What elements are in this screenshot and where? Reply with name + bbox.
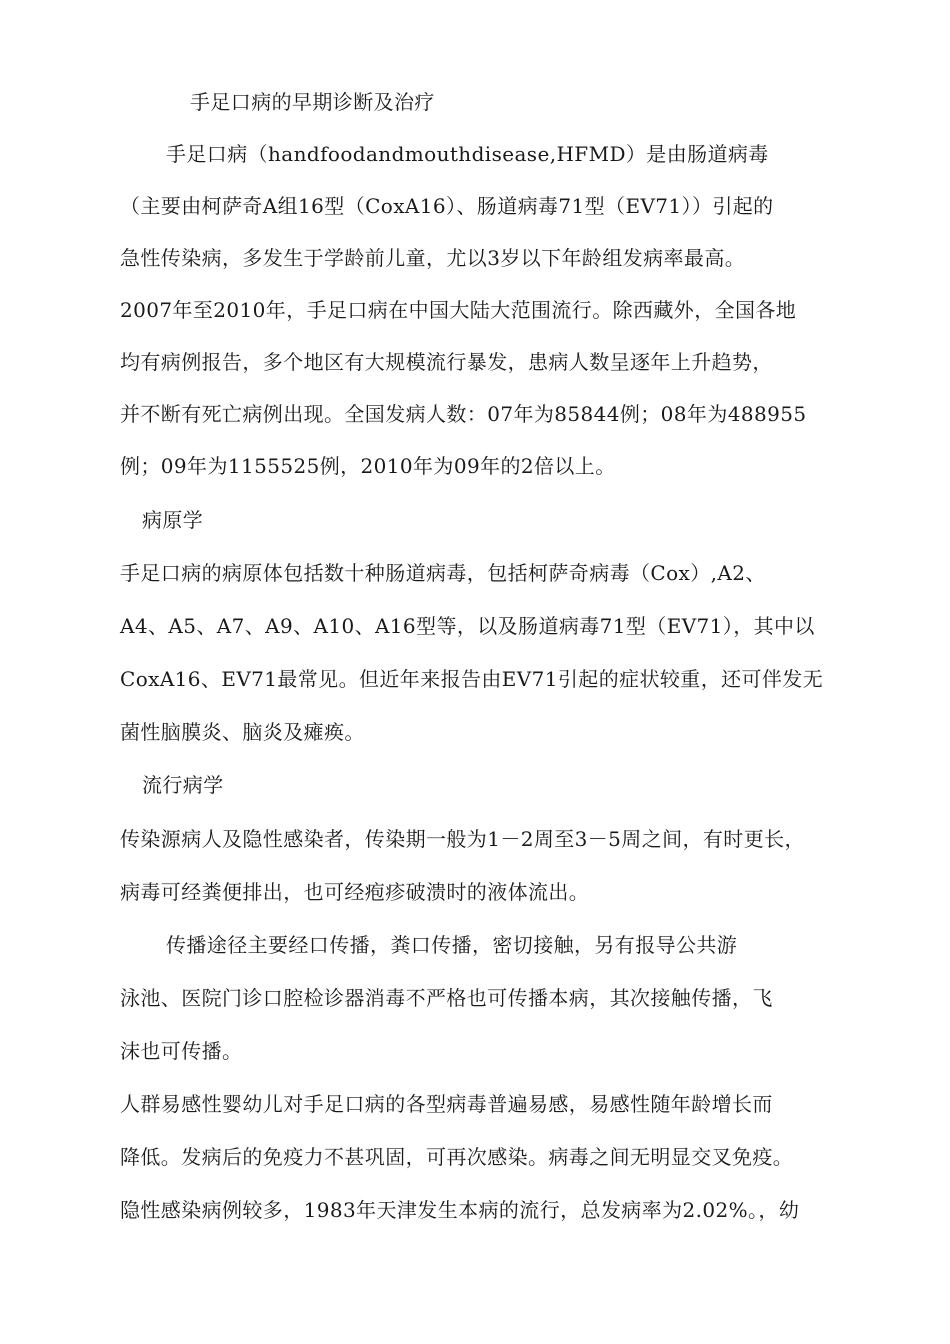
pathogen-line-2: A4、A5、A7、A9、A10、A16型等，以及肠道病毒71型（EV71），其中以 [120, 614, 815, 638]
susceptibility-line-3: 隐性感染病例较多，1983年天津发生本病的流行，总发病率为2.02%。，幼 [120, 1198, 800, 1222]
section-heading-pathogen: 病原学 [142, 508, 204, 532]
pathogen-line-4: 菌性脑膜炎、脑炎及瘫痪。 [120, 720, 365, 744]
intro-line-5: 均有病例报告，多个地区有大规模流行暴发，患病人数呈逐年上升趋势， [120, 350, 773, 374]
route-line-2: 泳池、医院门诊口腔检诊器消毒不严格也可传播本病，其次接触传播，飞 [120, 986, 773, 1010]
intro-line-3: 急性传染病，多发生于学龄前儿童，尤以3岁以下年龄组发病率最高。 [120, 246, 746, 270]
susceptibility-line-1: 人群易感性婴幼儿对手足口病的各型病毒普遍易感，易感性随年龄增长而 [120, 1092, 773, 1116]
intro-line-4: 2007年至2010年，手足口病在中国大陆大范围流行。除西藏外，全国各地 [120, 298, 797, 322]
source-line-2: 病毒可经粪便排出，也可经疱疹破溃时的液体流出。 [120, 880, 590, 904]
intro-line-6: 并不断有死亡病例出现。全国发病人数：07年为85844例；08年为488955 [120, 402, 807, 426]
intro-line-7: 例；09年为1155525例，2010年为09年的2倍以上。 [120, 454, 616, 478]
pathogen-line-3: CoxA16、EV71最常见。但近年来报告由EV71引起的症状较重，还可伴发无 [120, 667, 824, 691]
document-title: 手足口病的早期诊断及治疗 [190, 90, 435, 114]
section-heading-epidemiology: 流行病学 [142, 773, 224, 797]
route-line-1: 传播途径主要经口传播，粪口传播，密切接触，另有报导公共游 [166, 933, 738, 957]
susceptibility-line-2: 降低。发病后的免疫力不甚巩固，可再次感染。病毒之间无明显交叉免疫。 [120, 1145, 794, 1169]
route-line-3: 沫也可传播。 [120, 1039, 243, 1063]
intro-line-1: 手足口病（handfoodandmouthdisease,HFMD）是由肠道病毒 [166, 142, 769, 166]
source-line-1: 传染源病人及隐性感染者，传染期一般为1－2周至3－5周之间，有时更长， [120, 827, 805, 851]
intro-line-2: （主要由柯萨奇A组16型（CoxA16）、肠道病毒71型（EV71））引起的 [120, 194, 774, 218]
pathogen-line-1: 手足口病的病原体包括数十种肠道病毒，包括柯萨奇病毒（Cox）,A2、 [120, 561, 766, 585]
